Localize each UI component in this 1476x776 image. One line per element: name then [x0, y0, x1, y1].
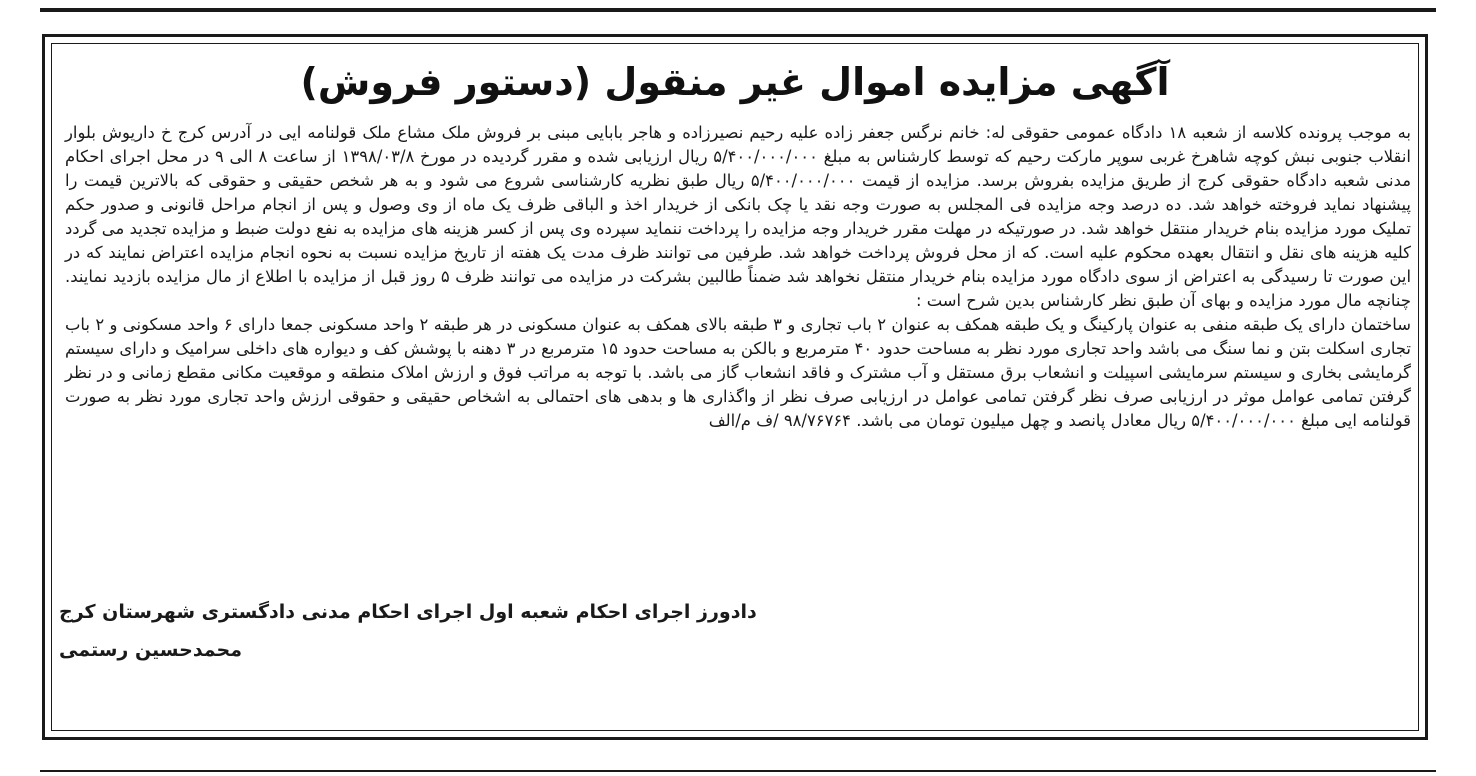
- notice-paragraph-property-description: ساختمان دارای یک طبقه منفی به عنوان پارکینگ و یک طبقه همکف به عنوان ۲ باب تجاری و ۳ طبقه بالای همکف به عنوان مسکونی در هر طبقه ۲ واحد مسکونی جمعا دارای ۶ واحد مسکونی و ۲ باب تجاری اسکلت بتن و نما سنگ می باشد واحد تجاری مورد نظر به مساحت حدود ۴۰ مترمربع و بالکن به مساحت حدود ۱۵ مترمربع در ۳ دهنه با پوشش کف و دیواره های داخلی سرامیک و دارای سیستم گرمایشی بخاری و سیستم سرمایشی اسپیلت و انشعاب برق مستقل و آب مشترک و فاقد انشعاب گاز می باشد. با توجه به مراتب فوق و ارزش املاک منطقه و موقعیت مکانی مقطع زمانی و در نظر گرفتن تمامی عوامل موثر در ارزیابی صرف نظر گرفتن تمامی عوامل در ارزیابی صرف نظر از واگذاری ها و بدهی های احتمالی به اشخاص حقیقی و حقوقی ارزش واحد تجاری مورد نظر به صورت قولنامه ایی مبلغ ۵/۴۰۰/۰۰۰/۰۰۰ ریال معادل پانصد و چهل میلیون تومان می باشد. ۹۸/۷۶۷۶۴ /ف م/الف: [65, 315, 1412, 430]
- notice-title: آگهی مزایده اموال غیر منقول (دستور فروش): [300, 60, 1170, 104]
- notice-paragraph-auction-terms: به موجب پرونده کلاسه از شعبه ۱۸ دادگاه عمومی حقوقی له: خانم نرگس جعفر زاده علیه رحیم نصیرزاده و هاجر بابایی مبنی بر فروش ملک مشاع ملک قولنامه ایی در آدرس کرج خ داریوش بلوار انقلاب جنوبی نبش کوچه شاهرخ غربی سوپر مارکت رحیم که توسط کارشناس به مبلغ ۵/۴۰۰/۰۰۰/۰۰۰ ریال ارزیابی شده و مقرر گردیده در مورخ ۱۳۹۸/۰۳/۸ از ساعت ۸ الی ۹ در محل اجرای احکام مدنی شعبه دادگاه حقوقی کرج از طریق مزایده بفروش برسد. مزایده از قیمت ۵/۴۰۰/۰۰۰/۰۰۰ ریال طبق نظریه کارشناسی شروع می شود و به هر شخص حقیقی و حقوقی که بالاترین قیمت را پیشنهاد نماید فروخته خواهد شد. ده درصد وجه مزایده فی المجلس به صورت وجه نقد یا چک بانکی از خریدار اخذ و الباقی ظرف یک ماه از وی وصول و پس از انجام مراحل قانونی و صدور حکم تملیک مورد مزایده بنام خریدار منتقل خواهد شد. در صورتیکه در مهلت مقرر خریدار وجه مزایده را پرداخت ننماید سپرده وی پس از کسر هزینه های مزایده به نفع دولت ضبط و مزایده تجدید می گردد کلیه هزینه های نقل و انتقال بعهده محکوم علیه است. که از محل فروش پرداخت خواهد شد. طرفین می توانند ظرف مدت یک هفته از تاریخ مزایده نسبت به نحوه انجام مزایده اعتراض نمایند که در این صورت تا رسیدگی به اعتراض از سوی دادگاه مورد مزایده بنام خریدار منتقل نخواهد شد ضمناً طالبین بشرکت در مزایده می توانند ظرف ۵ روز قبل از مزایده با اطلاع از مال مزایده بازدید نمایند. چنانچه مال مورد مزایده و بهای آن طبق نظر کارشناس بدین شرح است :: [65, 123, 1411, 310]
- top-divider: [40, 8, 1436, 12]
- notice-frame: [42, 34, 1428, 740]
- bottom-divider: [40, 770, 1436, 772]
- signer-title: دادورز اجرای احکام شعبه اول اجرای احکام مدنی دادگستری شهرستان کرج: [59, 601, 757, 623]
- notice-body: [65, 121, 1411, 433]
- signer-name: محمدحسین رستمی: [59, 639, 243, 661]
